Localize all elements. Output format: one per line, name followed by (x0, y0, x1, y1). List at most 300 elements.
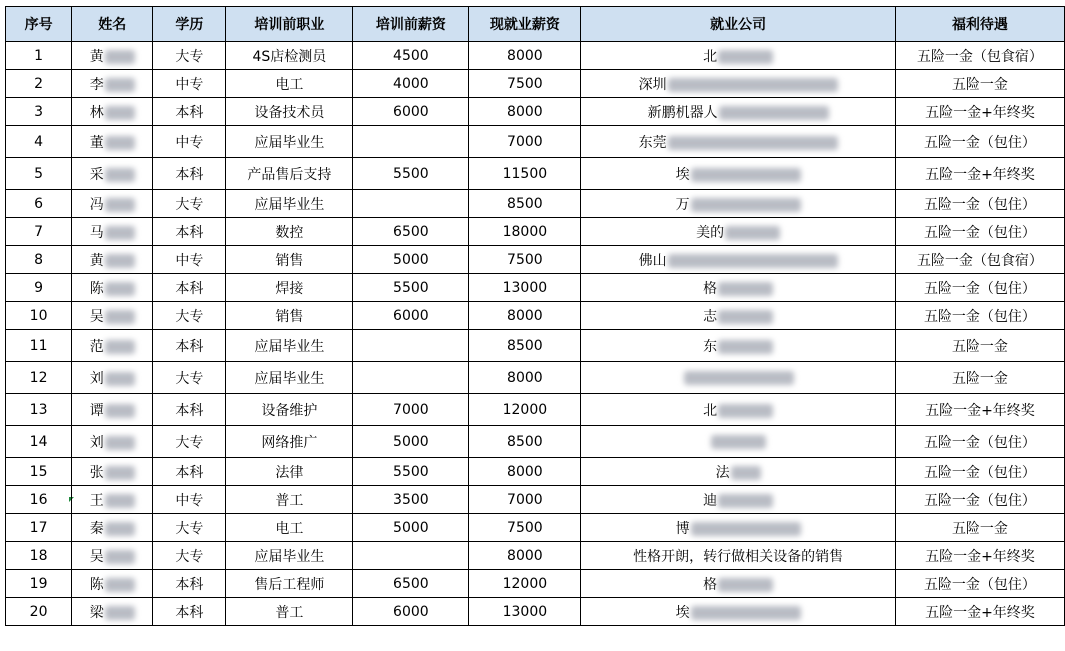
cell-prev-job[interactable] (226, 394, 353, 426)
cell-benefit[interactable] (895, 98, 1064, 126)
cell-no[interactable] (6, 190, 72, 218)
cell-benefit[interactable] (895, 486, 1064, 514)
cell-no[interactable] (6, 570, 72, 598)
cell-education-text: 大专 (175, 370, 204, 387)
cell-prev-salary[interactable] (353, 598, 469, 626)
cell-prev-salary-text: 6000 (393, 307, 429, 324)
cell-no-text: 16 (29, 491, 48, 508)
cell-education[interactable] (153, 330, 226, 362)
cell-education-text: 本科 (175, 166, 204, 183)
cell-prev-job-text: 设备技术员 (254, 104, 325, 121)
cell-no[interactable] (6, 274, 72, 302)
cell-prev-salary[interactable] (353, 218, 469, 246)
table-row (6, 246, 1065, 274)
cell-name-text: 范 (89, 338, 104, 355)
cell-name[interactable] (72, 394, 153, 426)
table-row (6, 218, 1065, 246)
cell-cur-salary[interactable] (469, 274, 581, 302)
cell-cur-salary[interactable] (469, 42, 581, 70)
cell-education[interactable] (153, 246, 226, 274)
cell-benefit-text: 五险一金+年终奖 (925, 166, 1035, 183)
cell-benefit[interactable] (895, 42, 1064, 70)
redacted-name-blur (105, 106, 135, 120)
cell-prev-job[interactable] (226, 302, 353, 330)
cell-name[interactable] (72, 218, 153, 246)
table-row (6, 274, 1065, 302)
cell-education[interactable] (153, 98, 226, 126)
cell-benefit-text: 五险一金（包食宿） (916, 252, 1043, 269)
cell-prev-job[interactable] (226, 514, 353, 542)
cell-company-text: 北 (703, 48, 718, 65)
cell-company[interactable] (581, 246, 895, 274)
cell-no[interactable] (6, 362, 72, 394)
redacted-company-blur (711, 435, 766, 449)
cell-name[interactable] (72, 274, 153, 302)
cell-education[interactable] (153, 274, 226, 302)
cell-cur-salary-text: 18000 (502, 223, 548, 240)
cell-no[interactable] (6, 246, 72, 274)
cell-name[interactable] (72, 458, 153, 486)
cell-cur-salary-text: 8000 (507, 369, 543, 386)
cell-prev-job[interactable] (226, 274, 353, 302)
cell-name[interactable] (72, 514, 153, 542)
cell-prev-job[interactable] (226, 190, 353, 218)
cell-prev-job[interactable] (226, 486, 353, 514)
cell-prev-job[interactable] (226, 426, 353, 458)
cell-prev-salary[interactable] (353, 426, 469, 458)
cell-cur-salary-text: 7500 (507, 519, 543, 536)
cell-no-text: 12 (29, 369, 48, 386)
cell-no[interactable] (6, 514, 72, 542)
cell-prev-salary[interactable] (353, 70, 469, 98)
table-row (6, 42, 1065, 70)
cell-education-text: 大专 (175, 48, 204, 65)
cell-name[interactable] (72, 42, 153, 70)
cell-cur-salary[interactable] (469, 70, 581, 98)
cell-cur-salary[interactable] (469, 190, 581, 218)
cell-name[interactable] (72, 98, 153, 126)
cell-cur-salary[interactable] (469, 458, 581, 486)
cell-education-text: 本科 (175, 464, 204, 481)
cell-benefit[interactable] (895, 458, 1064, 486)
cell-prev-job[interactable] (226, 158, 353, 190)
cell-cur-salary[interactable] (469, 542, 581, 570)
cell-no[interactable] (6, 426, 72, 458)
cell-prev-salary[interactable] (353, 394, 469, 426)
cell-education[interactable] (153, 70, 226, 98)
cell-company[interactable] (581, 190, 895, 218)
cell-benefit[interactable] (895, 246, 1064, 274)
redacted-company-blur (718, 494, 773, 508)
table-row (6, 598, 1065, 626)
cell-prev-salary[interactable] (353, 126, 469, 158)
header-prev-salary[interactable]: 培训前薪资 (353, 7, 469, 42)
cell-benefit[interactable] (895, 158, 1064, 190)
cell-education-text: 本科 (175, 104, 204, 121)
cell-prev-job-text: 应届毕业生 (254, 338, 325, 355)
cell-name-text: 张 (89, 464, 104, 481)
cell-company[interactable] (581, 570, 895, 598)
cell-prev-salary[interactable] (353, 570, 469, 598)
table-row (6, 158, 1065, 190)
cell-no-text: 17 (29, 519, 48, 536)
cell-name[interactable] (72, 302, 153, 330)
cell-company[interactable] (581, 486, 895, 514)
cell-prev-salary[interactable] (353, 190, 469, 218)
cell-name[interactable] (72, 486, 153, 514)
cell-prev-salary[interactable] (353, 486, 469, 514)
cell-benefit-text: 五险一金 (951, 76, 1008, 93)
cell-no[interactable] (6, 70, 72, 98)
cell-prev-job[interactable] (226, 362, 353, 394)
cell-company-text: 美的 (696, 224, 725, 241)
cell-prev-salary[interactable] (353, 274, 469, 302)
redacted-company-blur (668, 136, 838, 150)
redacted-company-blur (668, 78, 838, 92)
cell-education[interactable] (153, 218, 226, 246)
cell-cur-salary-text: 13000 (502, 279, 548, 296)
cell-cur-salary-text: 8500 (507, 195, 543, 212)
cell-company[interactable] (581, 126, 895, 158)
cell-company-text: 深圳 (638, 76, 667, 93)
header-prev-job[interactable]: 培训前职业 (226, 7, 353, 42)
cell-cur-salary[interactable] (469, 246, 581, 274)
cell-cur-salary[interactable] (469, 98, 581, 126)
cell-prev-job[interactable] (226, 570, 353, 598)
cell-name-text: 王 (89, 492, 104, 509)
cell-benefit[interactable] (895, 330, 1064, 362)
cell-name-text: 黄 (89, 48, 104, 65)
cell-company-text: 法 (715, 464, 730, 481)
cell-prev-salary-text: 4000 (393, 75, 429, 92)
header-company[interactable]: 就业公司 (581, 7, 895, 42)
cell-prev-job[interactable] (226, 218, 353, 246)
cell-name-text: 秦 (89, 520, 104, 537)
cell-no-text: 11 (29, 337, 48, 354)
cell-prev-job[interactable] (226, 542, 353, 570)
cell-benefit-text: 五险一金 (951, 370, 1008, 387)
cell-cur-salary-text: 7500 (507, 75, 543, 92)
cell-name-text: 黄 (89, 252, 104, 269)
cell-no[interactable] (6, 394, 72, 426)
cell-name-text: 吴 (89, 308, 104, 325)
cell-prev-salary[interactable] (353, 98, 469, 126)
cell-company[interactable] (581, 42, 895, 70)
cell-no[interactable] (6, 158, 72, 190)
cell-benefit[interactable] (895, 394, 1064, 426)
cell-education[interactable] (153, 542, 226, 570)
cell-education-text: 中专 (175, 492, 204, 509)
cell-prev-salary-text: 5500 (393, 165, 429, 182)
cell-company[interactable] (581, 394, 895, 426)
redacted-company-blur (684, 371, 794, 385)
cell-cur-salary-text: 8000 (507, 47, 543, 64)
cell-benefit[interactable] (895, 514, 1064, 542)
cell-cur-salary[interactable] (469, 514, 581, 542)
cell-prev-salary[interactable] (353, 330, 469, 362)
cell-prev-salary[interactable] (353, 362, 469, 394)
cell-name-text: 冯 (89, 196, 104, 213)
cell-prev-job-text: 销售 (275, 252, 304, 269)
cell-company[interactable] (581, 218, 895, 246)
cell-company[interactable] (581, 458, 895, 486)
cell-prev-job[interactable] (226, 126, 353, 158)
cell-education[interactable] (153, 458, 226, 486)
cell-benefit-text: 五险一金（包住） (923, 492, 1036, 509)
cell-company-text: 埃 (675, 166, 690, 183)
cell-education-text: 大专 (175, 434, 204, 451)
cell-benefit-text: 五险一金（包住） (923, 464, 1036, 481)
cell-no-text: 13 (29, 401, 48, 418)
cell-no[interactable] (6, 302, 72, 330)
cell-prev-salary[interactable] (353, 42, 469, 70)
cell-benefit-text: 五险一金（包住） (923, 224, 1036, 241)
cell-education-text: 本科 (175, 338, 204, 355)
cell-benefit-text: 五险一金（包食宿） (916, 48, 1043, 65)
cell-cur-salary[interactable] (469, 302, 581, 330)
cell-no-text: 2 (34, 75, 44, 92)
header-education[interactable]: 学历 (153, 7, 226, 42)
cell-prev-job[interactable] (226, 246, 353, 274)
cell-benefit[interactable] (895, 70, 1064, 98)
cell-company[interactable] (581, 98, 895, 126)
cell-company[interactable] (581, 514, 895, 542)
cell-company[interactable] (581, 158, 895, 190)
cell-cur-salary[interactable] (469, 598, 581, 626)
cell-cur-salary[interactable] (469, 394, 581, 426)
cell-no[interactable] (6, 542, 72, 570)
cell-cur-salary-text: 7000 (507, 133, 543, 150)
cell-cur-salary[interactable] (469, 330, 581, 362)
cell-company[interactable] (581, 598, 895, 626)
cell-name-text: 采 (89, 166, 104, 183)
cell-prev-salary-text: 6000 (393, 103, 429, 120)
cell-cur-salary[interactable] (469, 362, 581, 394)
cell-no[interactable] (6, 126, 72, 158)
cell-no-text: 19 (29, 575, 48, 592)
cell-cur-salary-text: 11500 (502, 165, 548, 182)
cell-name-text: 谭 (89, 402, 104, 419)
redacted-company-blur (691, 606, 801, 620)
cell-education[interactable] (153, 302, 226, 330)
cell-education-text: 大专 (175, 520, 204, 537)
cell-company-text: 东 (703, 338, 718, 355)
cell-prev-job-text: 普工 (275, 604, 304, 621)
cell-education[interactable] (153, 158, 226, 190)
cell-name-text: 董 (89, 134, 104, 151)
redacted-company-blur (731, 466, 761, 480)
cell-cur-salary[interactable] (469, 218, 581, 246)
cell-benefit[interactable] (895, 570, 1064, 598)
cell-benefit-text: 五险一金+年终奖 (925, 604, 1035, 621)
cell-name[interactable] (72, 570, 153, 598)
cell-prev-job-text: 电工 (275, 520, 304, 537)
cell-cur-salary-text: 8000 (507, 103, 543, 120)
cell-benefit[interactable] (895, 274, 1064, 302)
cell-name[interactable] (72, 70, 153, 98)
header-benefit[interactable]: 福利待遇 (895, 7, 1064, 42)
cell-prev-salary[interactable] (353, 458, 469, 486)
cell-prev-job-text: 应届毕业生 (254, 196, 325, 213)
cell-name[interactable] (72, 158, 153, 190)
cell-education[interactable] (153, 190, 226, 218)
cell-name-text: 林 (89, 104, 104, 121)
cell-prev-job-text: 销售 (275, 308, 304, 325)
cell-education-text: 大专 (175, 548, 204, 565)
cell-name[interactable] (72, 362, 153, 394)
cell-no-text: 15 (29, 463, 48, 480)
cell-company-text: 格 (703, 576, 718, 593)
redacted-name-blur (105, 606, 135, 620)
cell-prev-job[interactable] (226, 70, 353, 98)
cell-benefit[interactable] (895, 218, 1064, 246)
cell-cur-salary-text: 8500 (507, 337, 543, 354)
cell-prev-salary[interactable] (353, 158, 469, 190)
cell-no[interactable] (6, 42, 72, 70)
cell-prev-salary-text: 5000 (393, 251, 429, 268)
cell-prev-salary[interactable] (353, 302, 469, 330)
redacted-name-blur (105, 340, 135, 354)
cell-prev-salary-text: 5000 (393, 519, 429, 536)
cell-benefit-text: 五险一金（包住） (923, 576, 1036, 593)
cell-cur-salary[interactable] (469, 158, 581, 190)
cell-no[interactable] (6, 458, 72, 486)
cell-prev-job[interactable] (226, 42, 353, 70)
redacted-company-blur (718, 282, 773, 296)
cell-prev-salary[interactable] (353, 514, 469, 542)
cell-benefit-text: 五险一金（包住） (923, 308, 1036, 325)
cell-education[interactable] (153, 514, 226, 542)
cell-benefit[interactable] (895, 362, 1064, 394)
cell-prev-salary[interactable] (353, 246, 469, 274)
cell-benefit[interactable] (895, 302, 1064, 330)
cell-cur-salary[interactable] (469, 486, 581, 514)
cell-no[interactable] (6, 330, 72, 362)
cell-benefit-text: 五险一金+年终奖 (925, 402, 1035, 419)
cell-company[interactable] (581, 426, 895, 458)
table-row (6, 514, 1065, 542)
header-cur-salary[interactable]: 现就业薪资 (469, 7, 581, 42)
cell-name[interactable] (72, 330, 153, 362)
cell-no[interactable] (6, 486, 72, 514)
cell-company-text: 东莞 (638, 134, 667, 151)
cell-no[interactable] (6, 598, 72, 626)
cell-name-text: 刘 (89, 434, 104, 451)
cell-company-text: 迪 (703, 492, 718, 509)
table-row (6, 486, 1065, 514)
cell-prev-salary-text: 6500 (393, 223, 429, 240)
redacted-company-blur (691, 522, 801, 536)
cell-name-text: 梁 (89, 604, 104, 621)
cell-name-text: 陈 (89, 576, 104, 593)
redacted-name-blur (105, 466, 135, 480)
cell-education[interactable] (153, 598, 226, 626)
cell-benefit[interactable] (895, 542, 1064, 570)
redacted-name-blur (105, 436, 135, 450)
cell-name[interactable] (72, 542, 153, 570)
cell-cur-salary[interactable] (469, 570, 581, 598)
cell-prev-job[interactable] (226, 458, 353, 486)
cell-benefit-text: 五险一金（包住） (923, 280, 1036, 297)
cell-prev-job[interactable] (226, 598, 353, 626)
cell-prev-job-text: 设备维护 (261, 402, 318, 419)
cell-prev-job-text: 法律 (275, 464, 304, 481)
cell-name[interactable] (72, 426, 153, 458)
cell-education[interactable] (153, 426, 226, 458)
cell-benefit[interactable] (895, 598, 1064, 626)
cell-benefit[interactable] (895, 126, 1064, 158)
redacted-name-blur (105, 254, 135, 268)
cell-education[interactable] (153, 570, 226, 598)
cell-cur-salary-text: 13000 (502, 603, 548, 620)
redacted-name-blur (105, 226, 135, 240)
header-no[interactable]: 序号 (6, 7, 72, 42)
cell-benefit[interactable] (895, 426, 1064, 458)
cell-prev-job-text: 售后工程师 (254, 576, 325, 593)
redacted-name-blur (105, 578, 135, 592)
cell-no[interactable] (6, 218, 72, 246)
employment-table (5, 6, 1065, 626)
table-row (6, 362, 1065, 394)
cell-no-text: 3 (34, 103, 44, 120)
cell-company[interactable] (581, 330, 895, 362)
cell-benefit[interactable] (895, 190, 1064, 218)
cell-name[interactable] (72, 190, 153, 218)
redacted-company-blur (668, 254, 838, 268)
cell-prev-salary[interactable] (353, 542, 469, 570)
cell-name[interactable] (72, 598, 153, 626)
cell-prev-job-text: 应届毕业生 (254, 548, 325, 565)
cell-education[interactable] (153, 126, 226, 158)
table-row (6, 542, 1065, 570)
cell-prev-job[interactable] (226, 98, 353, 126)
cell-company[interactable] (581, 302, 895, 330)
cell-company-text: 万 (675, 196, 690, 213)
table-row (6, 190, 1065, 218)
cell-no-text: 8 (34, 251, 44, 268)
cell-prev-job-text: 产品售后支持 (247, 166, 332, 183)
cell-cur-salary[interactable] (469, 426, 581, 458)
cell-no[interactable] (6, 98, 72, 126)
table-row (6, 458, 1065, 486)
cell-company[interactable] (581, 362, 895, 394)
cell-education[interactable] (153, 394, 226, 426)
cell-name-text: 陈 (89, 280, 104, 297)
cell-prev-salary-text: 6500 (393, 575, 429, 592)
cell-education[interactable] (153, 486, 226, 514)
cell-name[interactable] (72, 126, 153, 158)
cell-education[interactable] (153, 362, 226, 394)
table-row (6, 330, 1065, 362)
table-row (6, 126, 1065, 158)
cell-company[interactable] (581, 70, 895, 98)
cell-education-text: 本科 (175, 402, 204, 419)
header-name[interactable]: 姓名 (72, 7, 153, 42)
redacted-name-blur (105, 550, 135, 564)
cell-cur-salary-text: 7000 (507, 491, 543, 508)
cell-prev-salary-text: 6000 (393, 603, 429, 620)
cell-education-text: 本科 (175, 280, 204, 297)
cell-education[interactable] (153, 42, 226, 70)
cell-company[interactable] (581, 542, 895, 570)
table-row (6, 98, 1065, 126)
cell-benefit-text: 五险一金 (951, 520, 1008, 537)
cell-prev-job[interactable] (226, 330, 353, 362)
cell-cur-salary[interactable] (469, 126, 581, 158)
table-row (6, 394, 1065, 426)
cell-company[interactable] (581, 274, 895, 302)
cell-name[interactable] (72, 246, 153, 274)
